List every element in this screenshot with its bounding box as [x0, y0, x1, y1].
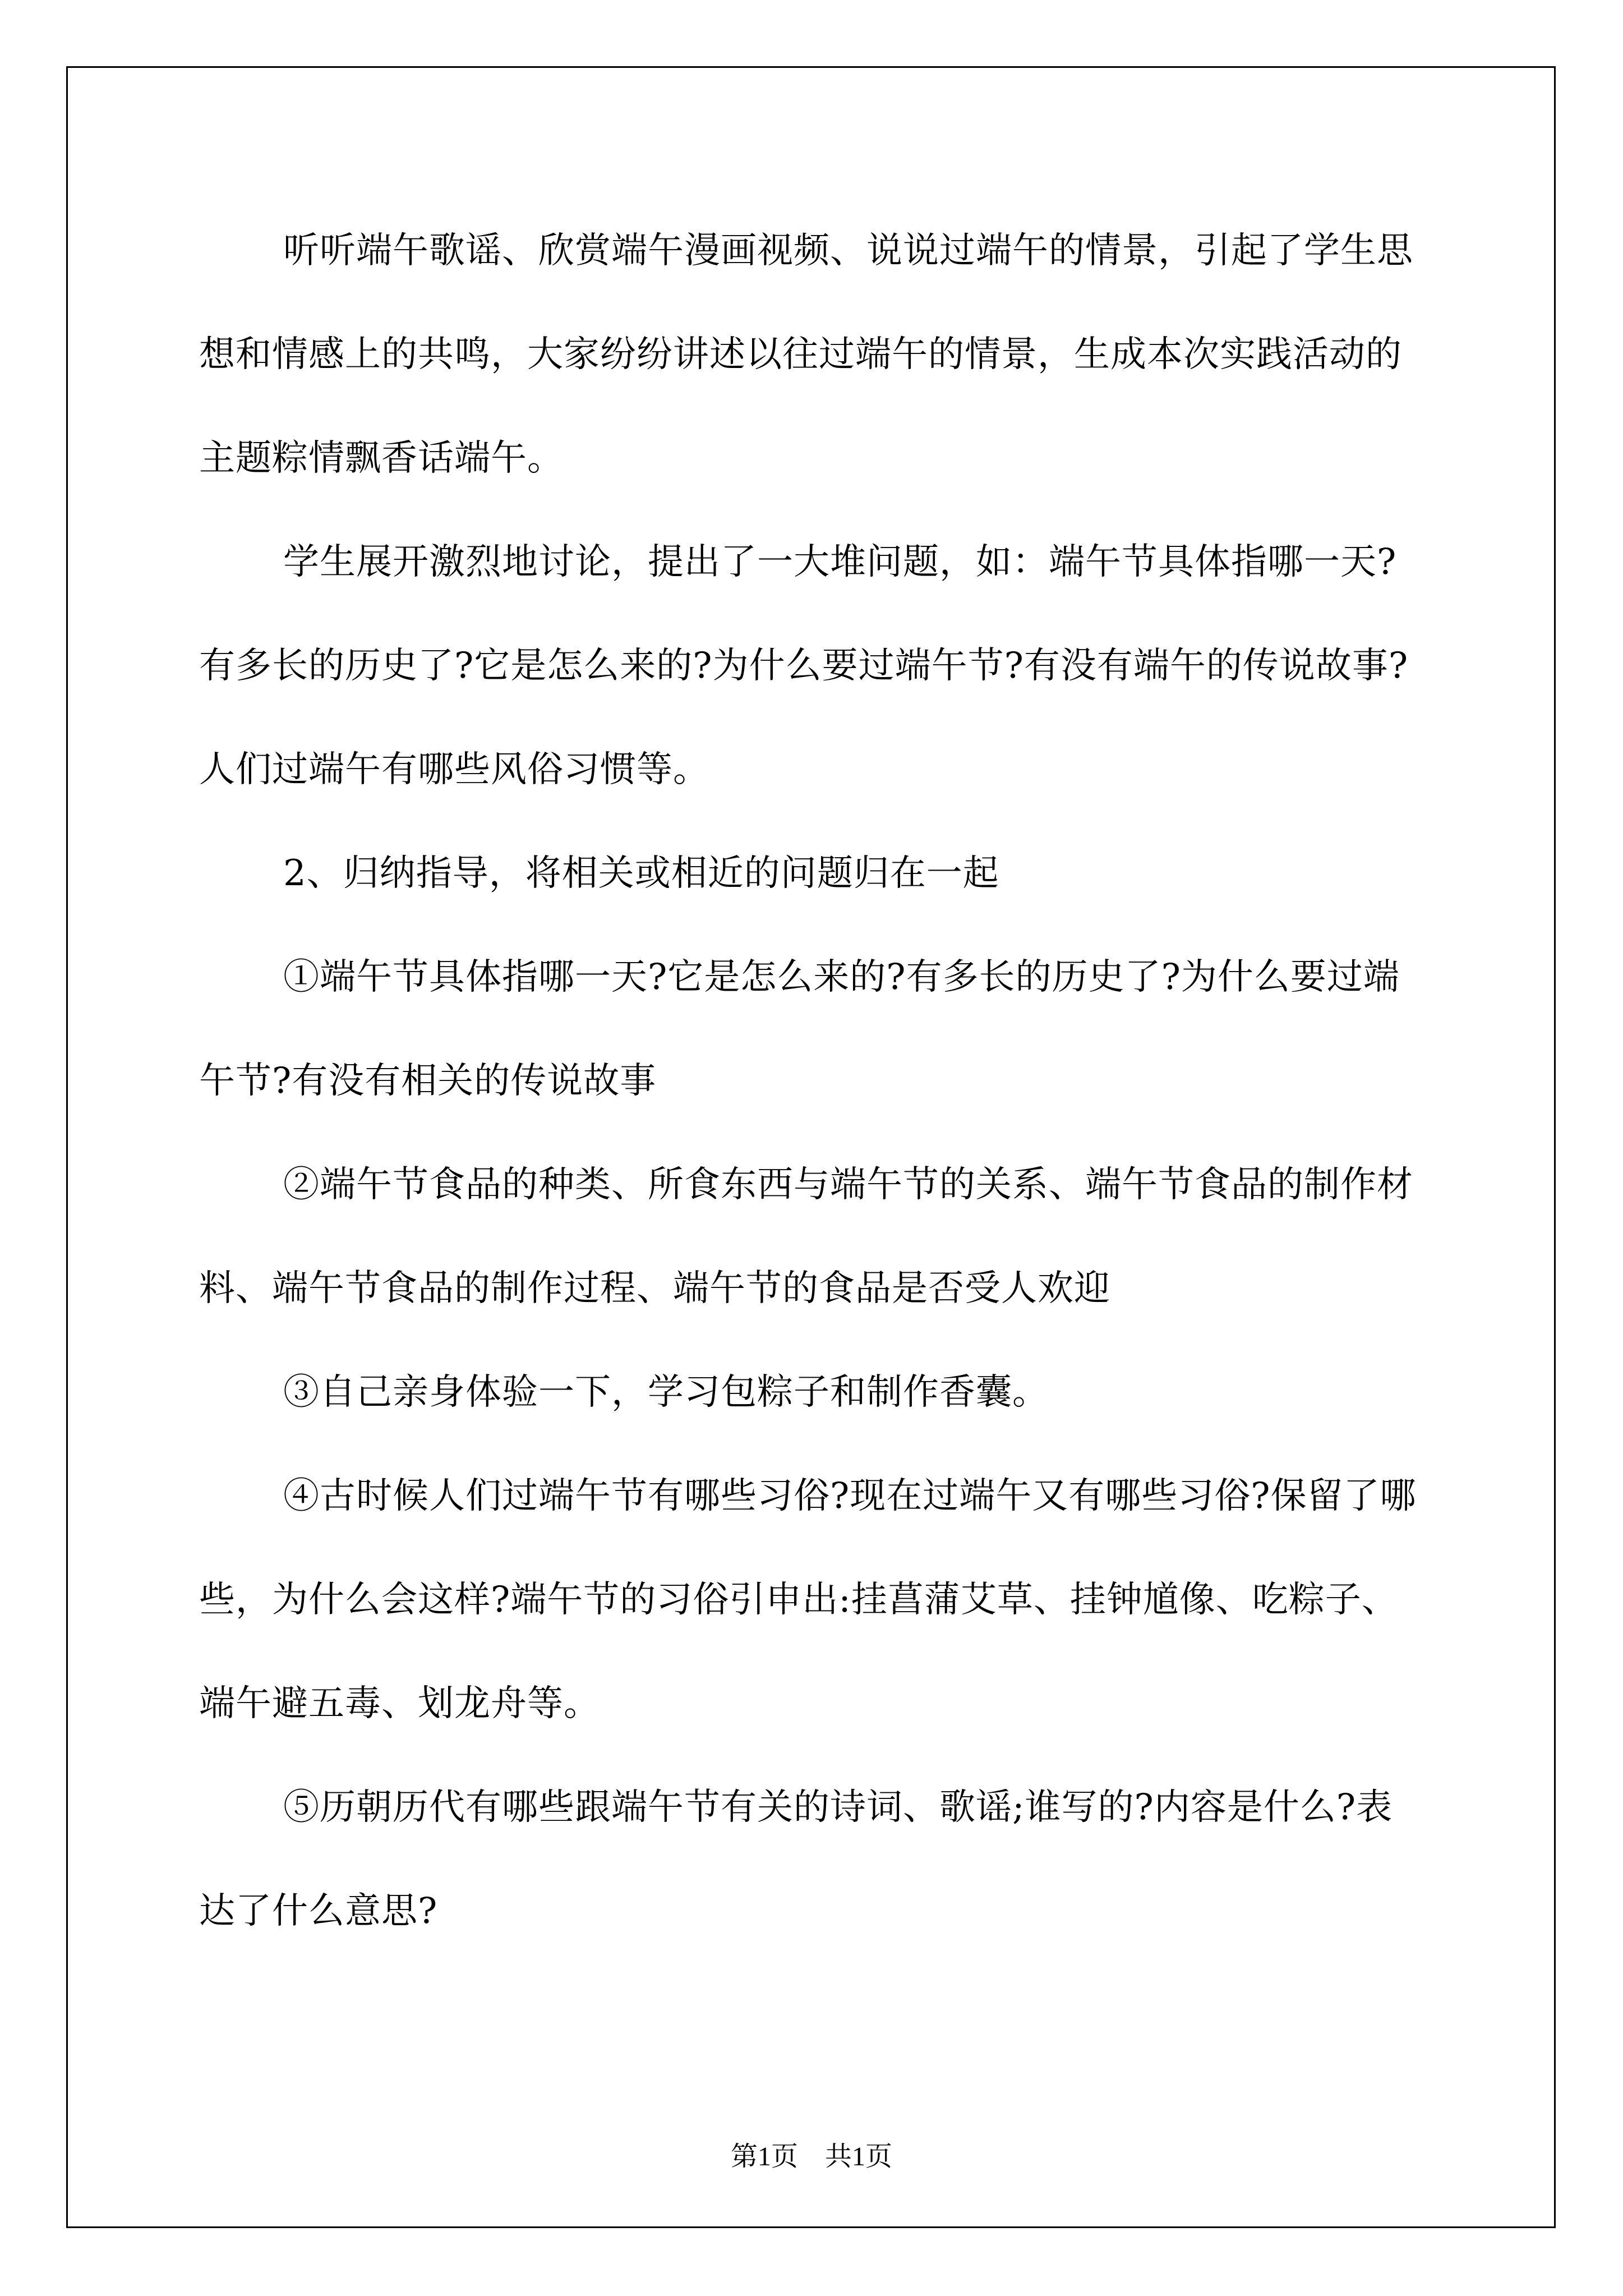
- paragraph-4: ①端午节具体指哪一天?它是怎么来的?有多长的历史了?为什么要过端午节?有没有相关的传说故事: [199, 956, 1400, 1102]
- page-number-current: 第1页: [730, 2142, 798, 2171]
- paragraph-8: ⑤历朝历代有哪些跟端午节有关的诗词、歌谣;谁写的?内容是什么?表达了什么意思?: [199, 1787, 1393, 1932]
- paragraph-7: ④古时候人们过端午节有哪些习俗?现在过端午又有哪些习俗?保留了哪些，为什么会这样?端午节的习俗引申出:挂菖蒲艾草、挂钟馗像、吃粽子、端午避五毒、划龙舟等。: [199, 1475, 1417, 1724]
- paragraph-1: 听听端午歌谣、欣赏端午漫画视频、说说过端午的情景，引起了学生思想和情感上的共鸣，大家纷纷讲述以往过端午的情景，生成本次实践活动的主题粽情飘香话端午。: [199, 230, 1413, 479]
- paragraph-6: ③自己亲身体验一下，学习包粽子和制作香囊。: [283, 1372, 1049, 1413]
- paragraph-2: 学生展开激烈地讨论，提出了一大堆问题，如：端午节具体指哪一天?有多长的历史了?它是怎么来的?为什么要过端午节?有没有端午的传说故事?人们过端午有哪些风俗习惯等。: [199, 541, 1409, 790]
- paragraph-5: ②端午节食品的种类、所食东西与端午节的关系、端午节食品的制作材料、端午节食品的制作过程、端午节的食品是否受人欢迎: [199, 1164, 1413, 1309]
- paragraph-3: 2、归纳指导，将相关或相近的问题归在一起: [283, 853, 999, 894]
- document-body: [199, 199, 1427, 1963]
- page-footer: [0, 2134, 1623, 2173]
- page-number-total: 共1页: [825, 2142, 893, 2171]
